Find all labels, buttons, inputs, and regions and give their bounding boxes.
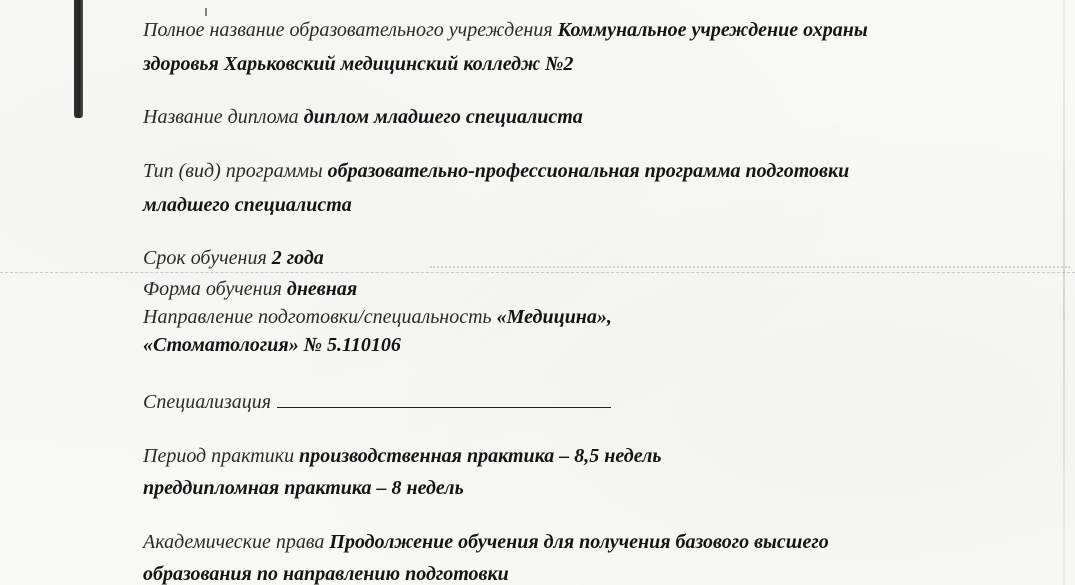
diploma-value: диплом младшего специалиста	[303, 106, 583, 128]
practice-value-2: преддипломная практика – 8 недель	[143, 477, 464, 499]
duration-label: Срок обучения	[143, 247, 267, 269]
program-type-value-2: младшего специалиста	[143, 194, 352, 216]
practice-value-1: производственная практика – 8,5 недель	[299, 445, 662, 467]
program-type-line-2	[143, 193, 352, 217]
academic-rights-label: Академические права	[143, 531, 325, 553]
paper-crease-dots	[430, 266, 1070, 268]
direction-line-1	[143, 305, 612, 329]
specialization-label: Специализация	[143, 391, 272, 413]
paper-fold-line	[0, 272, 1075, 273]
duration-value: 2 года	[271, 247, 324, 269]
practice-label: Период практики	[143, 445, 295, 467]
binder-edge-shadow	[74, 0, 83, 118]
study-form-value: дневная	[286, 278, 358, 300]
direction-value-1: «Медицина»,	[496, 306, 612, 328]
direction-value-2: «Стоматология» № 5.110106	[143, 334, 401, 356]
direction-label: Направление подготовки/специальность	[143, 306, 492, 328]
program-type-label: Тип (вид) программы	[143, 160, 323, 182]
diploma-line	[143, 105, 583, 129]
practice-line-1	[143, 444, 661, 468]
institution-value-1: Коммунальное учреждение охраны	[557, 19, 868, 41]
institution-line-2	[143, 52, 573, 76]
institution-line-1	[143, 18, 868, 42]
program-type-line-1	[143, 159, 849, 183]
page-right-edge	[1063, 0, 1065, 585]
direction-line-2	[143, 333, 401, 357]
study-form-label: Форма обучения	[143, 278, 282, 300]
practice-line-2	[143, 476, 464, 500]
diploma-label: Название диплома	[143, 106, 299, 128]
scan-speck	[205, 8, 207, 16]
academic-rights-line-2	[143, 562, 509, 585]
institution-label: Полное название образовательного учреждения	[143, 19, 553, 41]
academic-rights-line-1	[143, 530, 829, 554]
institution-value-2: здоровья Харьковский медицинский колледж №2	[143, 53, 574, 75]
academic-rights-value-2: образования по направлению подготовки	[143, 563, 509, 585]
specialization-line	[143, 390, 611, 414]
program-type-value-1: образовательно-профессиональная программа подготовки	[327, 160, 850, 182]
academic-rights-value-1: Продолжение обучения для получения базового высшего	[329, 531, 829, 553]
duration-line	[143, 246, 324, 270]
study-form-line	[143, 277, 357, 301]
specialization-blank-underline	[277, 391, 611, 408]
